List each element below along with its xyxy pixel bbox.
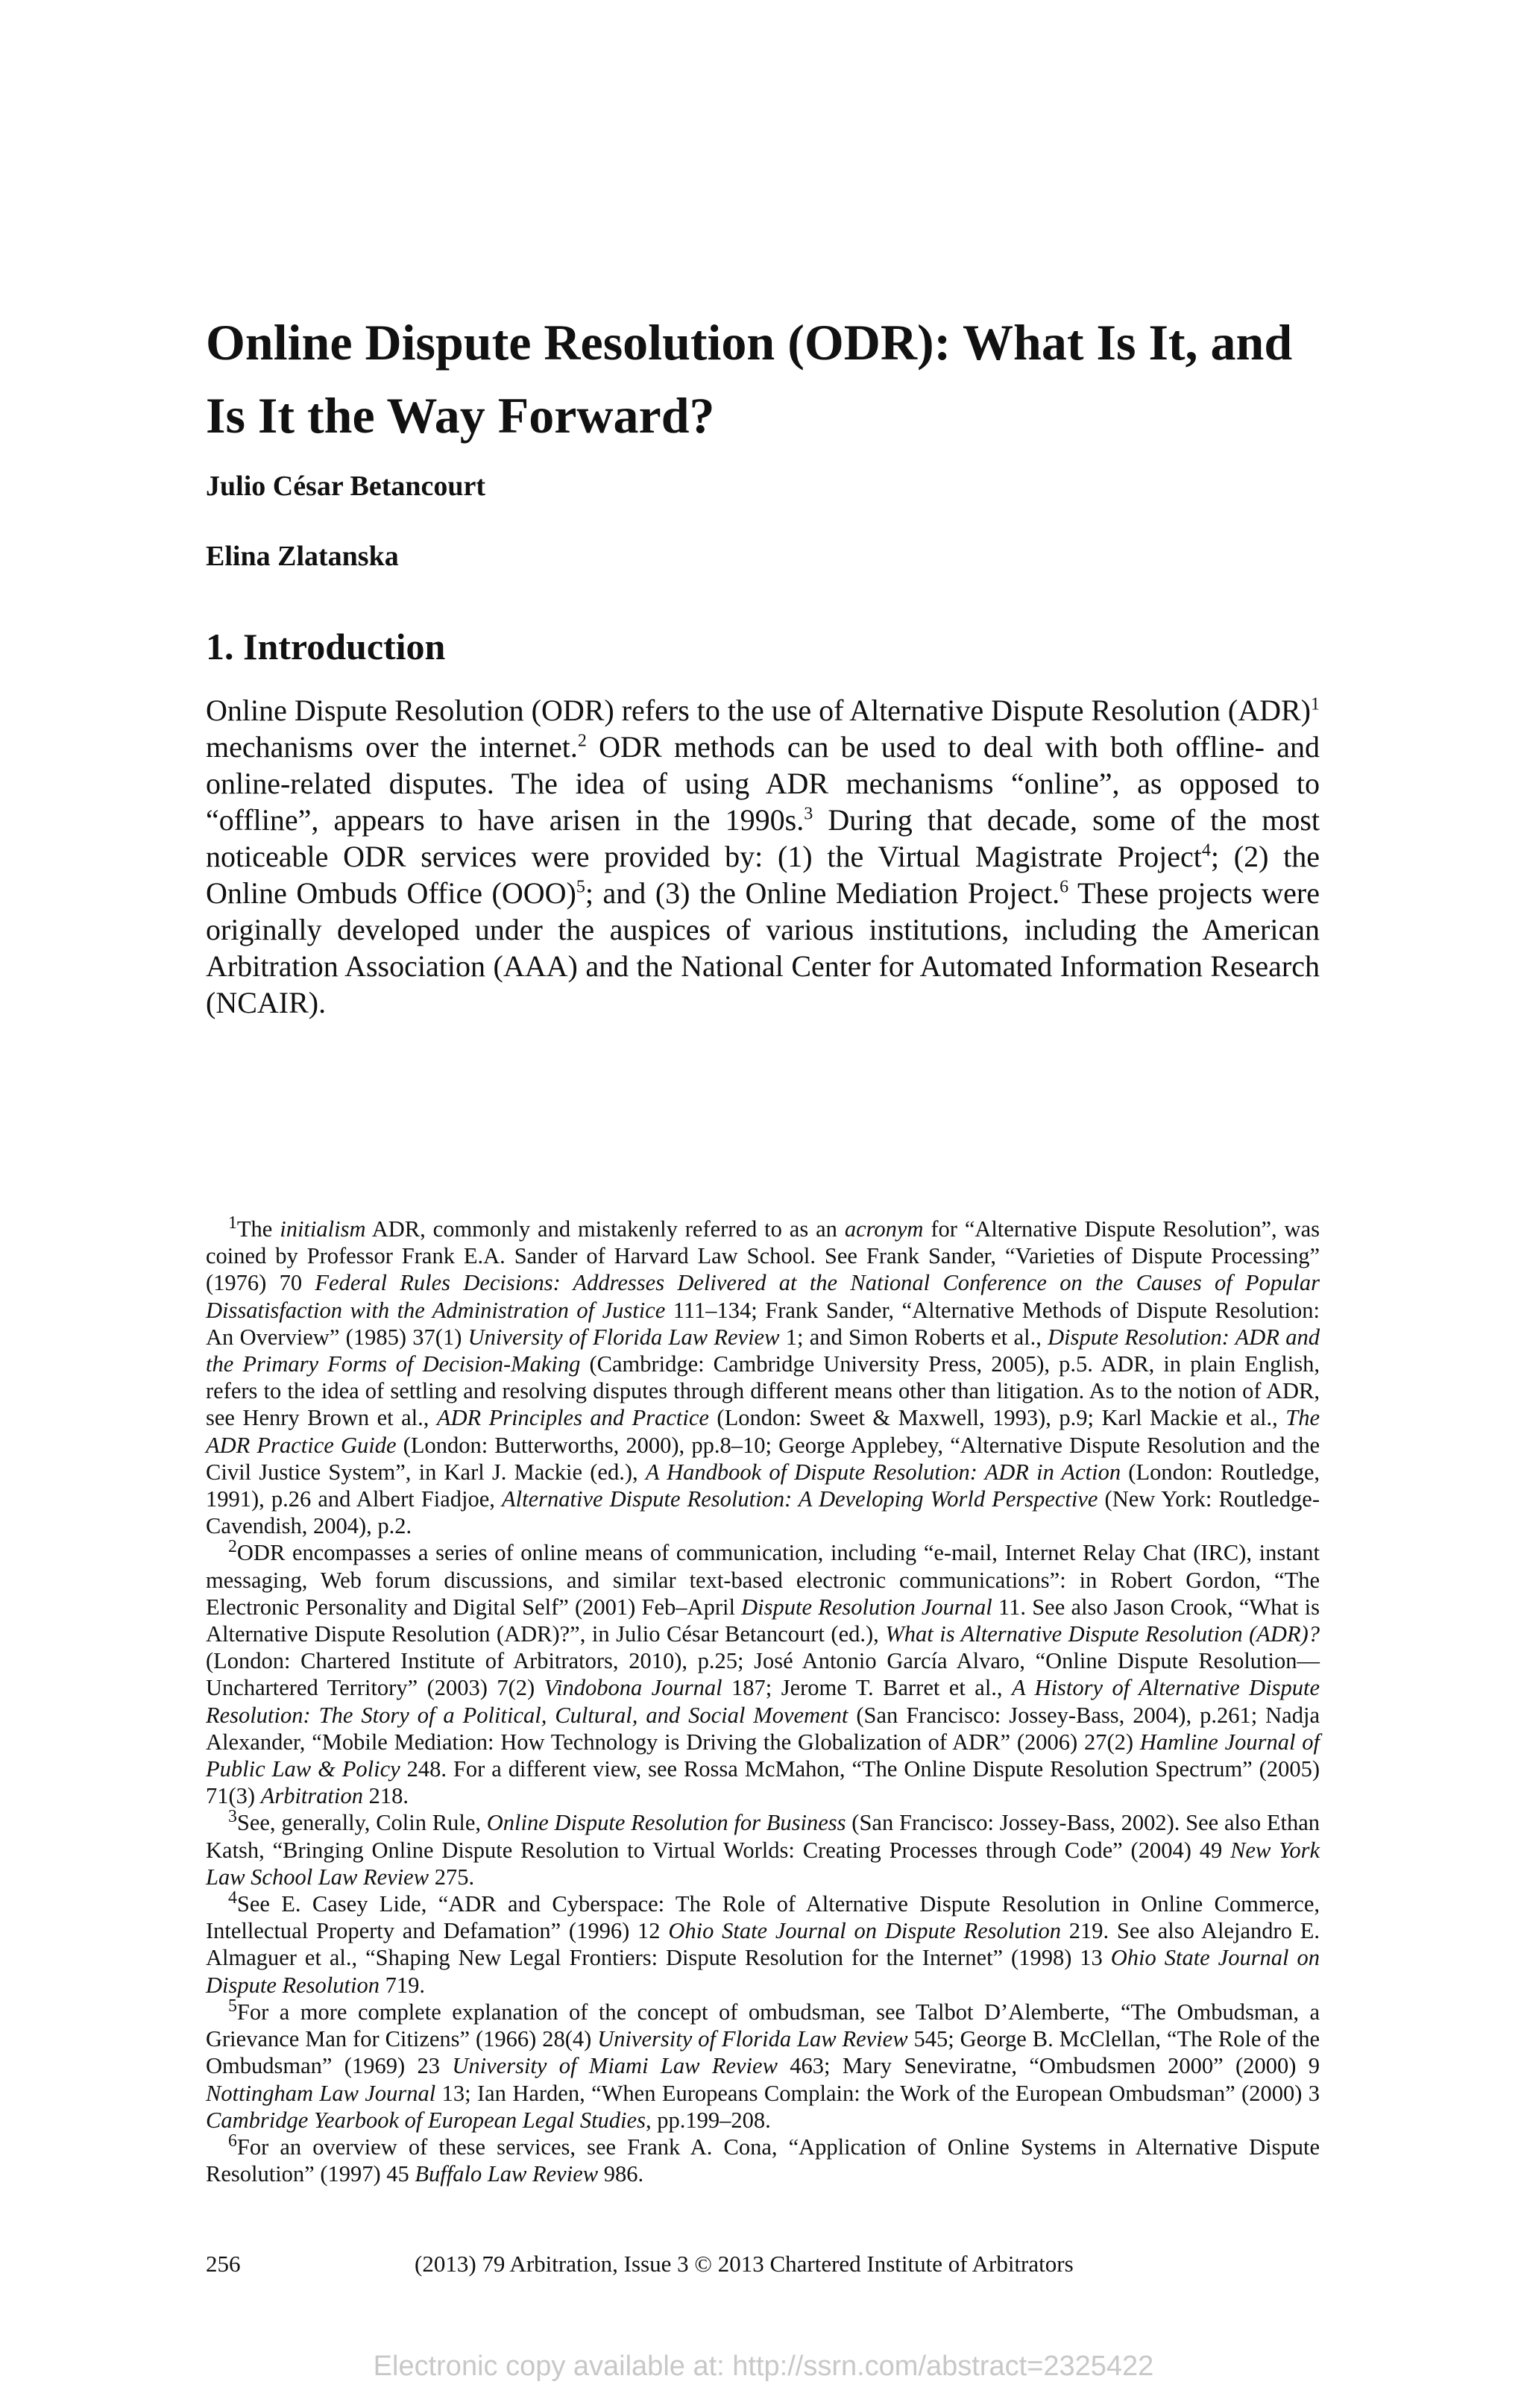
footnote-4: $^4$See E. Casey Lide, “ADR and Cyberspace: The Role of Alternative Dispute Resolution in Online Commerce, Intellectual Property and Defamation” (1996) 12 Ohio State Journal on Dispute Resolution 219. See also Alejandro E. Almaguer et al., “Shaping New Legal Frontiers: Dispute Resolution for the Internet” (1998) 13 Ohio State Journal on Dispute Resolution 719. xyxy=(206,1887,1320,1998)
footnote-ref-3[interactable]: 3 xyxy=(804,804,813,824)
footnote-number: 4 xyxy=(228,1887,237,1908)
author-1: Julio César Betancourt xyxy=(206,471,486,502)
footnote-2: $^2$ODR encompasses a series of online means of communication, including “e-mail, Internet Relay Chat (IRC), instant messaging, Web forum discussions, and similar text-based electronic communications”: in Robert Gordon, “The Electronic Personality and Digital Self” (2001) Feb–April Dispute Resolution Journal 11. See also Jason Crook, “What is Alternative Dispute Resolution (ADR)?”, in Julio César Betancourt (ed.), What is Alternative Dispute Resolution (ADR)? (London: Chartered Institute of Arbitrators, 2010), p.25; José Antonio García Alvaro, “Online Dispute Resolution—Unchartered Territory” (2003) 7(2) Vindobona Journal 187; Jerome T. Barret et al., A History of Alternative Dispute Resolution: The Story of a Political, Cultural, and Social Movement (San Francisco: Jossey-Bass, 2004), p.261; Nadja Alexander, “Mobile Mediation: How Technology is Driving the Globalization of ADR” (2006) 27(2) Hamline Journal of Public Law & Policy 248. For a different view, see Rossa McMahon, “The Online Dispute Resolution Spectrum” (2005) 71(3) Arbitration 218. xyxy=(206,1537,1320,1809)
footnote-ref-5[interactable]: 5 xyxy=(576,877,585,897)
author-2: Elina Zlatanska xyxy=(206,541,399,572)
introduction-paragraph: Online Dispute Resolution (ODR) refers to the use of Alternative Dispute Resolution (ADR)$^1$ mechanisms over the internet.$^2$ ODR methods can be used to deal with both offline- and online-related disputes. The idea of using ADR mechanisms “online”, as opposed to “offline”, appears to have arisen in the 1990s.$^3$ During that decade, some of the most noticeable ODR services were provided by: (1) the Virtual Magistrate Project$^4$; (2) the Online Ombuds Office (OOO)$^5$; and (3) the Online Mediation Project.$^6$ These projects were originally developed under the auspices of various institutions, including the American Arbitration Association (AAA) and the National Center for Automated Information Research (NCAIR). xyxy=(206,694,1320,1019)
footnote-number: 6 xyxy=(228,2131,237,2151)
footnote-ref-6[interactable]: 6 xyxy=(1060,877,1069,897)
footnote-1: $^1$The initialism ADR, commonly and mistakenly referred to as an acronym for “Alternative Dispute Resolution”, was coined by Professor Frank E.A. Sander of Harvard Law School. See Frank Sander, “Varieties of Dispute Processing” (1976) 70 Federal Rules Decisions: Addresses Delivered at the National Conference on the Causes of Popular Dissatisfaction with the Administration of Justice 111–134; Frank Sander, “Alternative Methods of Dispute Resolution: An Overview” (1985) 37(1) University of Florida Law Review 1; and Simon Roberts et al., Dispute Resolution: ADR and the Primary Forms of Decision-Making (Cambridge: Cambridge University Press, 2005), p.5. ADR, in plain English, refers to the idea of settling and resolving disputes through different means other than litigation. As to the notion of ADR, see Henry Brown et al., ADR Principles and Practice (London: Sweet & Maxwell, 1993), p.9; Karl Mackie et al., The ADR Practice Guide (London: Butterworths, 2000), pp.8–10; George Applebey, “Alternative Dispute Resolution and the Civil Justice System”, in Karl J. Mackie (ed.), A Handbook of Dispute Resolution: ADR in Action (London: Routledge, 1991), p.26 and Albert Fiadjoe, Alternative Dispute Resolution: A Developing World Perspective (New York: Routledge-Cavendish, 2004), p.2. xyxy=(206,1213,1320,1539)
title-line-1: Online Dispute Resolution (ODR): What Is It, and xyxy=(206,314,1293,371)
footnotes xyxy=(206,1213,1320,2187)
footnote-ref-1[interactable]: 1 xyxy=(1311,694,1320,714)
article-title xyxy=(206,306,1339,452)
footnote-number: 2 xyxy=(228,1537,237,1557)
footnote-ref-2[interactable]: 2 xyxy=(577,731,587,751)
ssrn-watermark: Electronic copy available at: http://ssrn.com/abstract=2325422 xyxy=(373,2351,1154,2382)
footnote-6: $^6$For an overview of these services, see Frank A. Cona, “Application of Online Systems in Alternative Dispute Resolution” (1997) 45 Buffalo Law Review 986. xyxy=(206,2131,1320,2187)
footnote-3: $^3$See, generally, Colin Rule, Online Dispute Resolution for Business (San Francisco: Jossey-Bass, 2002). See also Ethan Katsh, “Bringing Online Dispute Resolution to Virtual Worlds: Creating Processes through Code” (2004) 49 New York Law School Law Review 275. xyxy=(206,1807,1320,1890)
journal-citation: (2013) 79 Arbitration, Issue 3 © 2013 Chartered Institute of Arbitrators xyxy=(415,2251,1074,2277)
section-heading: 1. Introduction xyxy=(206,626,446,667)
footnote-number: 5 xyxy=(228,1996,237,2016)
title-line-2: Is It the Way Forward? xyxy=(206,387,715,444)
footnote-number: 3 xyxy=(228,1807,237,1827)
footnote-5: $^5$For a more complete explanation of the concept of ombudsman, see Talbot D’Alemberte, “The Ombudsman, a Grievance Man for Citizens” (1966) 28(4) University of Florida Law Review 545; George B. McClellan, “The Role of the Ombudsman” (1969) 23 University of Miami Law Review 463; Mary Seneviratne, “Ombudsmen 2000” (2000) 9 Nottingham Law Journal 13; Ian Harden, “When Europeans Complain: the Work of the European Ombudsman” (2000) 3 Cambridge Yearbook of European Legal Studies, pp.199–208. xyxy=(206,1996,1320,2133)
page-number: 256 xyxy=(206,2251,241,2277)
footnote-ref-4[interactable]: 4 xyxy=(1201,840,1211,861)
footnote-number: 1 xyxy=(228,1213,237,1233)
